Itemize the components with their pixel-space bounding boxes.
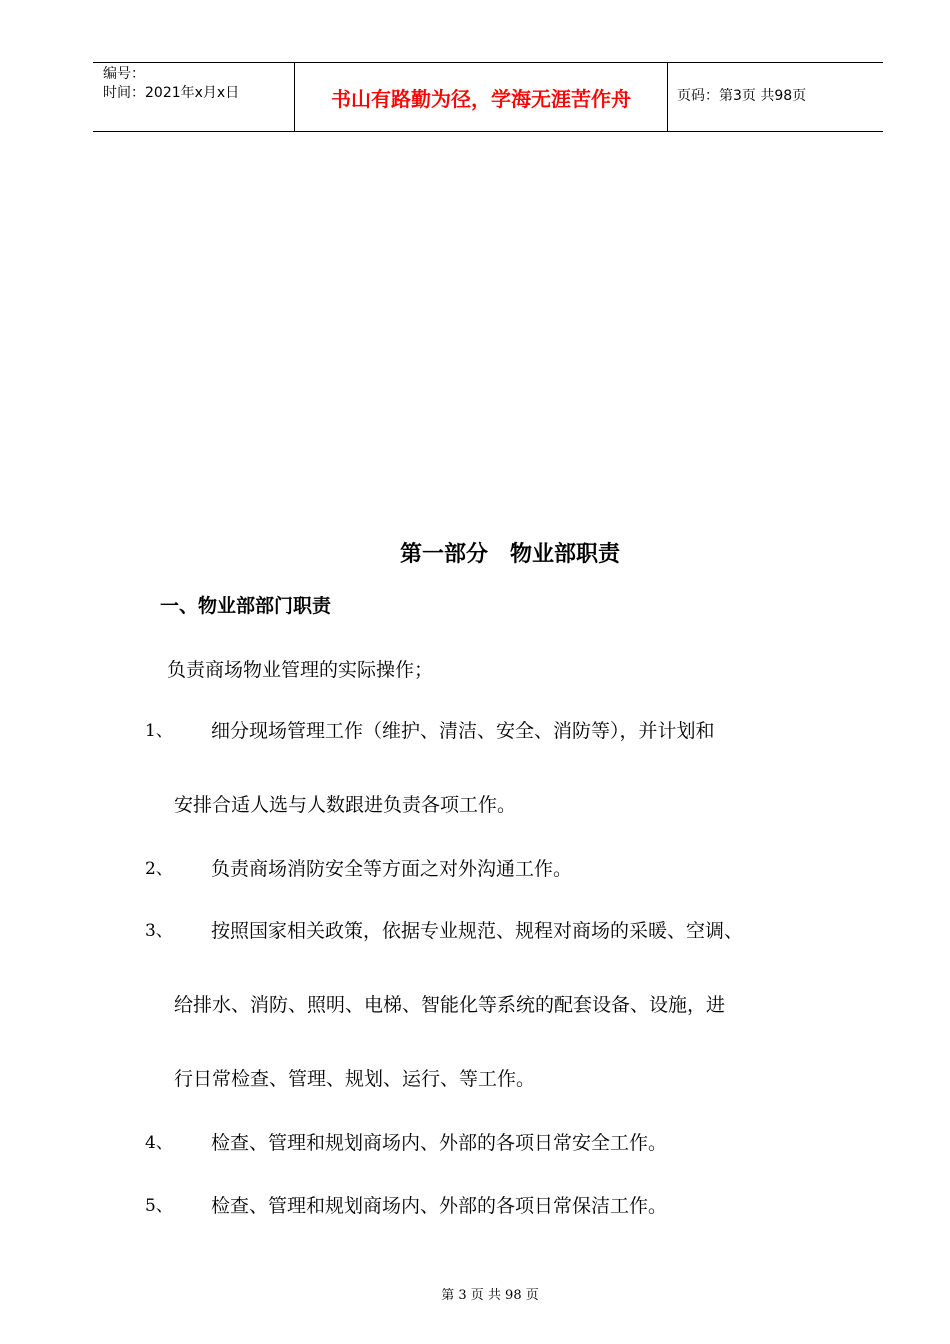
item-line: 安排合适人选与人数跟进负责各项工作。 [174, 794, 517, 816]
item-number: 5、 [145, 1196, 173, 1216]
intro-paragraph: 负责商场物业管理的实际操作； [167, 659, 434, 681]
item-number: 1、 [145, 721, 173, 741]
header-page-number: 页码：第3页 共98页 [677, 88, 807, 104]
item-line: 给排水、消防、照明、电梯、智能化等系统的配套设备、设施，进 [174, 994, 726, 1016]
section-heading: 一、物业部部门职责 [160, 595, 332, 617]
header-motto-cell [295, 63, 668, 131]
page-header [93, 62, 883, 132]
header-page-cell [668, 63, 883, 131]
item-number: 2、 [145, 859, 173, 879]
item-number: 4、 [145, 1133, 173, 1153]
item-line: 按照国家相关政策，依据专业规范、规程对商场的采暖、空调、 [211, 920, 744, 942]
item-line: 行日常检查、管理、规划、运行、等工作。 [174, 1068, 536, 1090]
item-line: 细分现场管理工作（维护、清洁、安全、消防等），并计划和 [211, 720, 715, 742]
item-line: 负责商场消防安全等方面之对外沟通工作。 [211, 858, 573, 880]
part-title: 第一部分 物业部职责 [399, 542, 620, 567]
item-line: 检查、管理和规划商场内、外部的各项日常保洁工作。 [211, 1195, 668, 1217]
page-footer: 第 3 页 共 98 页 [441, 1288, 539, 1303]
header-motto: 书山有路勤为径，学海无涯苦作舟 [331, 87, 631, 111]
item-number: 3、 [145, 921, 173, 941]
item-line: 检查、管理和规划商场内、外部的各项日常安全工作。 [211, 1132, 668, 1154]
header-meta-cell [93, 63, 295, 131]
document-time-label: 时间：2021年x月x日 [103, 85, 240, 101]
document-number-label: 编号： [103, 66, 145, 82]
